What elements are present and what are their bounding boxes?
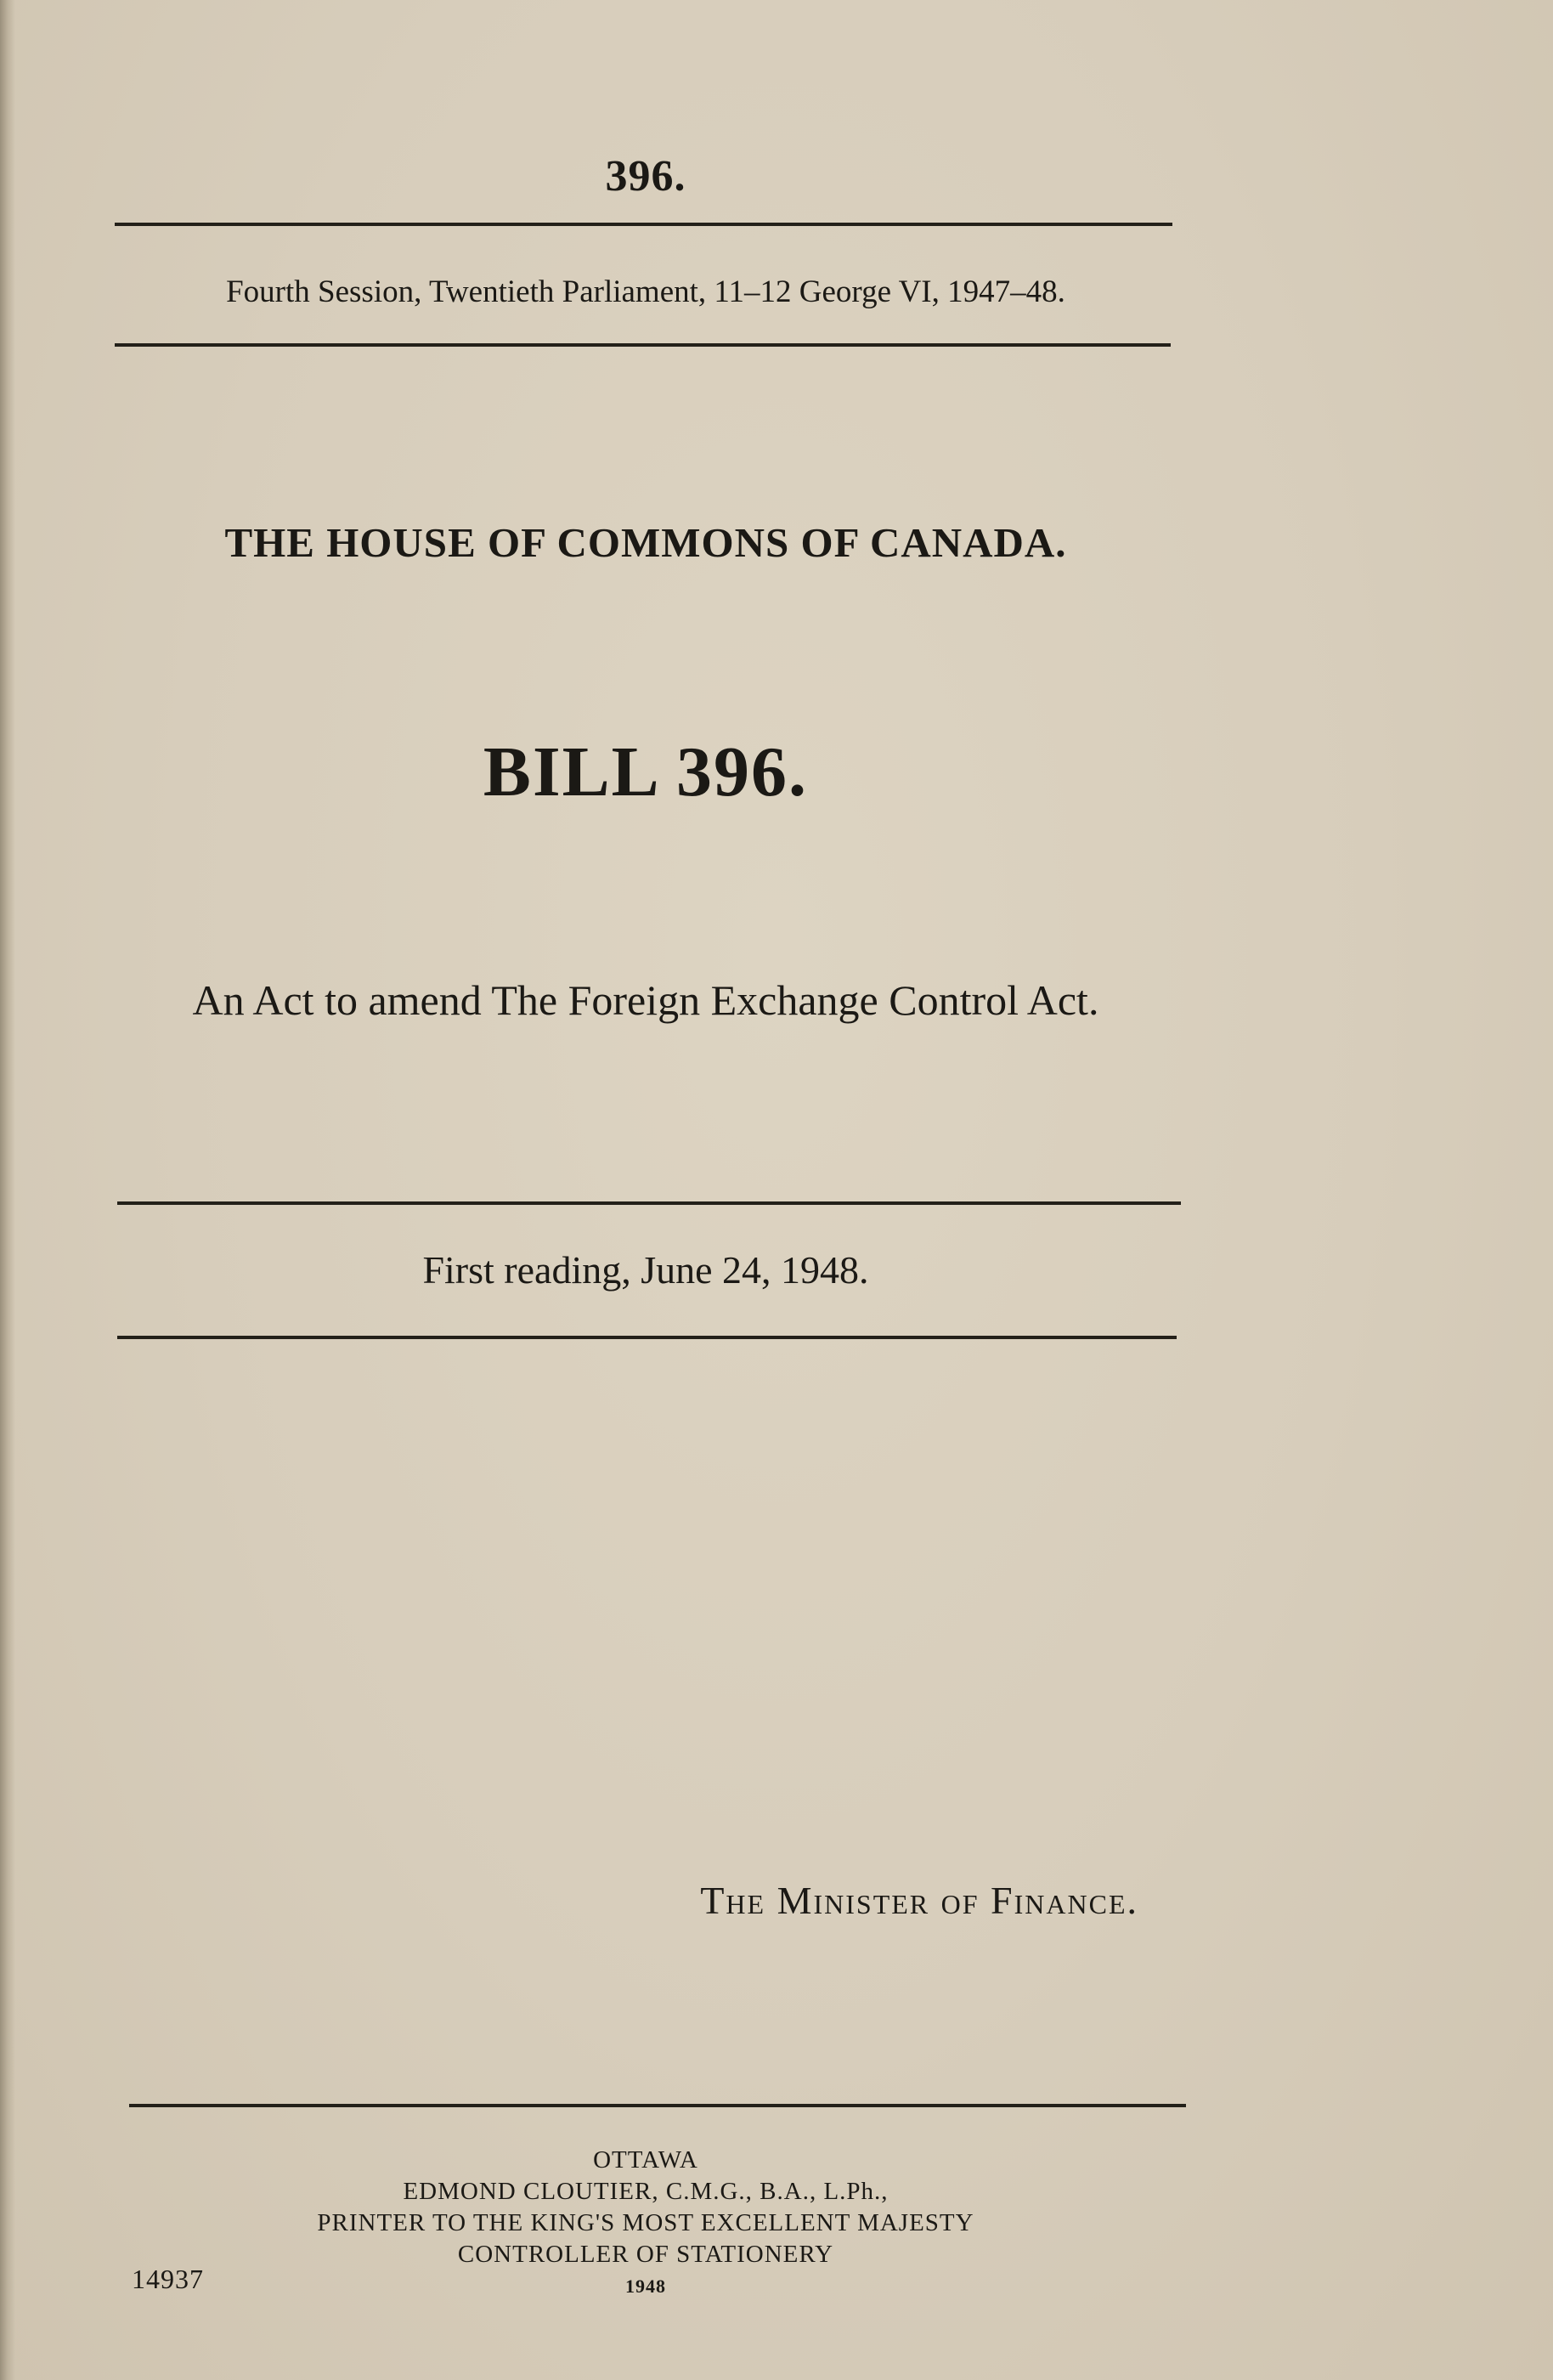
page-number: 396. bbox=[605, 152, 686, 201]
reading-top-rule bbox=[117, 1201, 1181, 1205]
job-number: 14937 bbox=[132, 2264, 204, 2294]
imprint-year: 1948 bbox=[625, 2275, 666, 2297]
imprint-city: OTTAWA bbox=[593, 2146, 698, 2174]
reading-bottom-rule bbox=[117, 1336, 1177, 1339]
imprint-rule bbox=[129, 2104, 1186, 2107]
session-line: Fourth Session, Twentieth Parliament, 11–12 George VI, 1947–48. bbox=[226, 274, 1065, 309]
bill-number: BILL 396. bbox=[483, 732, 809, 811]
imprint-controller: CONTROLLER OF STATIONERY bbox=[457, 2241, 834, 2268]
first-reading: First reading, June 24, 1948. bbox=[422, 1248, 869, 1292]
imprint-printer: EDMOND CLOUTIER, C.M.G., B.A., L.Ph., bbox=[403, 2178, 889, 2205]
sponsor-minister: The Minister of Finance. bbox=[700, 1879, 1138, 1922]
page-edge-shadow bbox=[0, 0, 15, 2380]
session-rule bbox=[115, 343, 1171, 347]
imprint-role: PRINTER TO THE KING'S MOST EXCELLENT MAJESTY bbox=[317, 2209, 974, 2236]
top-rule bbox=[115, 223, 1172, 226]
house-heading: THE HOUSE OF COMMONS OF CANADA. bbox=[224, 519, 1067, 566]
printer-imprint bbox=[115, 2145, 1177, 2302]
act-title: An Act to amend The Foreign Exchange Control Act. bbox=[192, 976, 1099, 1024]
